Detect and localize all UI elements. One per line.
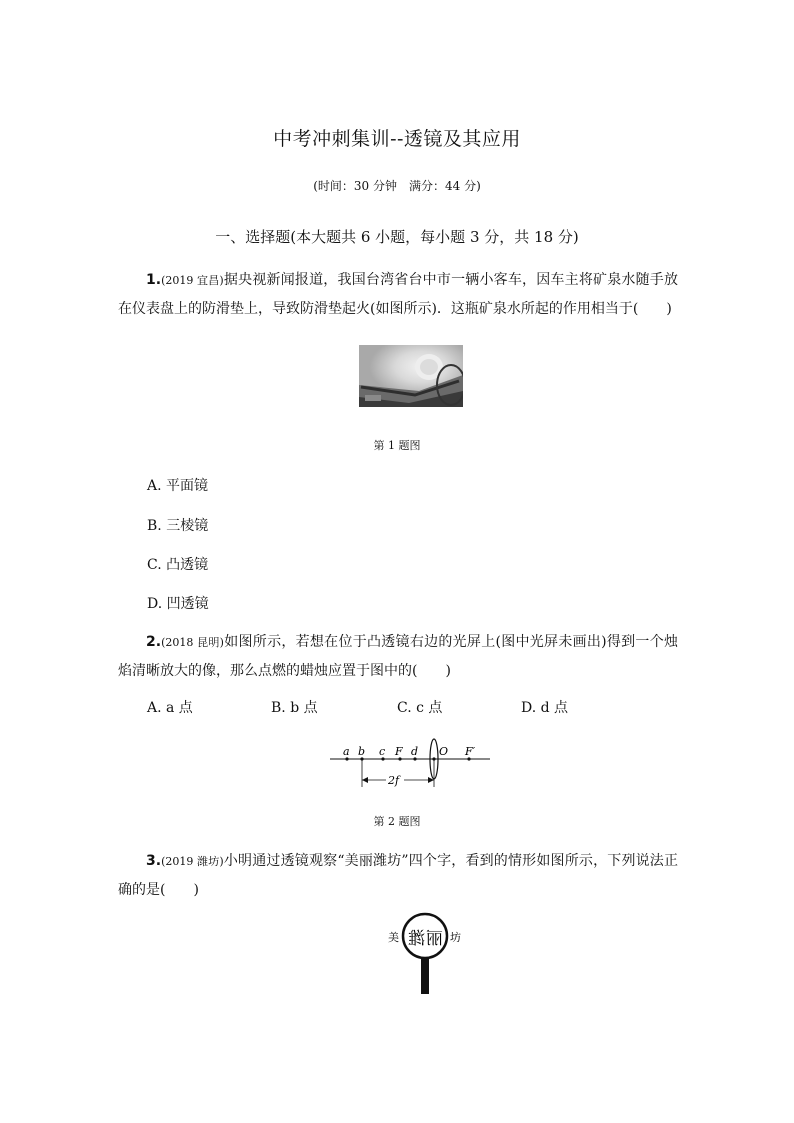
- section-heading: 一、选择题(本大题共 6 小题，每小题 3 分，共 18 分): [215, 228, 579, 246]
- option-d: D. d 点: [521, 700, 569, 716]
- option-b: B. b 点: [271, 700, 318, 716]
- label-d: d: [411, 745, 419, 758]
- char-lens-2: 潍: [408, 929, 425, 949]
- question-3: [118, 847, 678, 905]
- option-a: A. a 点: [147, 700, 193, 716]
- label-b: b: [358, 745, 366, 758]
- magnifier-handle: [421, 956, 429, 994]
- magnifier-figure: [386, 910, 476, 1000]
- question-2: [118, 628, 678, 686]
- question-number: 2.: [146, 634, 162, 650]
- question-number: 1.: [146, 272, 162, 288]
- figure-2-caption: 第 2 题图: [373, 815, 421, 828]
- question-source: (2019 宜昌): [161, 274, 224, 287]
- question-text: 据央视新闻报道，我国台湾省台中市一辆小客车，因车主将矿泉水随手放在仪表盘上的防滑垫上，导致防滑垫起火(如图所示)．这瓶矿泉水所起的作用相当于( ): [118, 272, 679, 317]
- question-text: 如图所示，若想在位于凸透镜右边的光屏上(图中光屏未画出)得到一个烛焰清晰放大的像，那么点燃的蜡烛应置于图中的( ): [118, 634, 678, 679]
- lens-diagram: [328, 735, 498, 799]
- question-number: 3.: [146, 853, 162, 869]
- question-source: (2018 昆明): [161, 636, 224, 649]
- question-1: [118, 266, 678, 324]
- document-title: 中考冲刺集训--透镜及其应用: [273, 128, 521, 150]
- label-c: c: [379, 745, 386, 758]
- option-b: B. 三棱镜: [147, 518, 209, 534]
- option-c: C. c 点: [397, 700, 443, 716]
- label-O: O: [439, 745, 449, 758]
- option-c: C. 凸透镜: [147, 557, 209, 573]
- label-F: F: [395, 745, 403, 758]
- label-2f: 2f: [388, 774, 400, 787]
- question-text: 小明通过透镜观察“美丽潍坊”四个字，看到的情形如图所示，下列说法正确的是( ): [118, 853, 678, 898]
- question-source: (2019 潍坊): [161, 855, 224, 868]
- option-a: A. 平面镜: [147, 478, 209, 494]
- question-1-photo: [359, 345, 463, 407]
- figure-1-caption: 第 1 题图: [373, 439, 421, 452]
- label-F-prime: F′: [465, 745, 476, 758]
- exam-info: (时间：30 分钟 满分：44 分): [313, 179, 481, 193]
- char-right: 坊: [450, 931, 461, 944]
- option-d: D. 凹透镜: [147, 596, 209, 612]
- char-left: 美: [388, 931, 399, 944]
- label-a: a: [343, 745, 350, 758]
- char-lens-1: 丽: [426, 929, 443, 949]
